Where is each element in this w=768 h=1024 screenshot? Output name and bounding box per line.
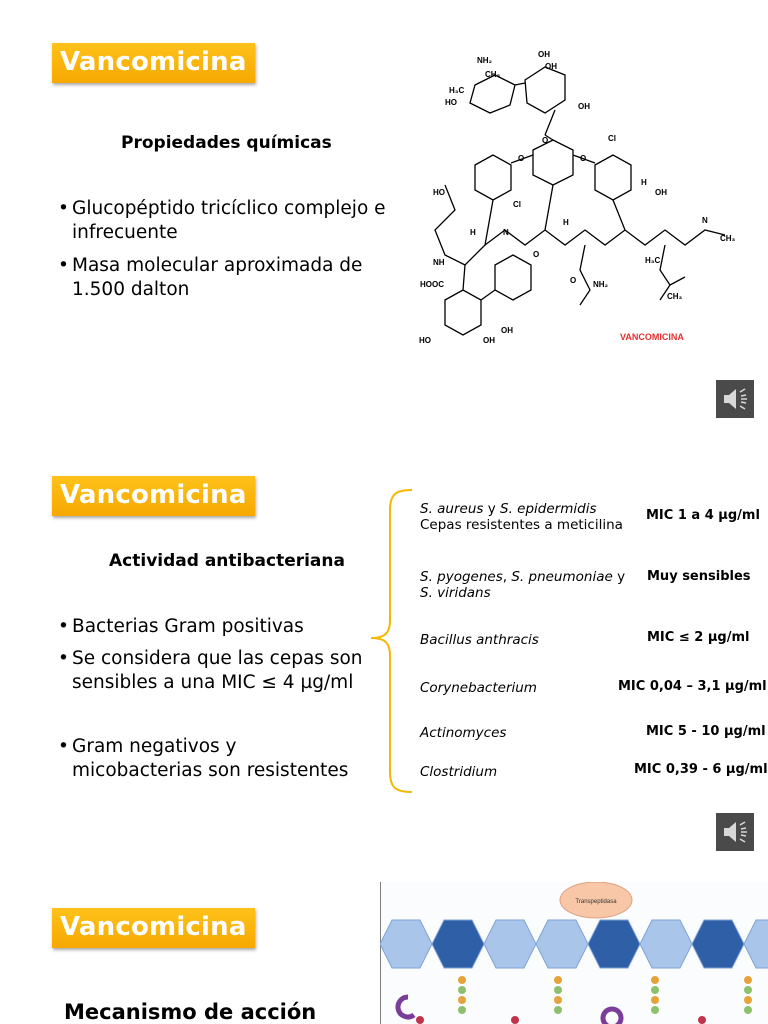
bullet-list bbox=[58, 197, 388, 302]
atom-label: HOOC bbox=[420, 280, 444, 289]
molecule-label: VANCOMICINA bbox=[620, 332, 684, 342]
slide-subtitle: Actividad antibacteriana bbox=[109, 551, 345, 571]
bullet-list bbox=[58, 735, 368, 783]
curly-brace bbox=[368, 488, 418, 794]
bullet-item: • Masa molecular aproximada de 1.500 dalton bbox=[58, 254, 388, 302]
atom-label: H₃C bbox=[645, 256, 661, 265]
organism-label: Corynebacterium bbox=[420, 680, 537, 696]
atom-label: N bbox=[702, 216, 708, 225]
mic-value: MIC ≤ 2 µg/ml bbox=[647, 630, 750, 645]
mic-value: MIC 5 - 10 µg/ml bbox=[646, 724, 766, 739]
bullet-item: • Gram negativos y micobacterias son resistentes bbox=[58, 735, 368, 783]
vancomycin-structure-diagram bbox=[405, 45, 755, 355]
bullet-item: • Bacterias Gram positivas bbox=[58, 615, 368, 639]
atom-label: HO bbox=[419, 336, 431, 345]
atom-label: OH bbox=[501, 326, 513, 335]
atom-label: NH bbox=[433, 258, 445, 267]
atom-label: NH₂ bbox=[477, 56, 493, 65]
atom-label: H bbox=[470, 228, 476, 237]
slide-actividad bbox=[0, 430, 768, 860]
atom-label: HO bbox=[433, 188, 445, 197]
atom-label: Cl bbox=[513, 200, 521, 209]
atom-label: NH₂ bbox=[593, 280, 609, 289]
atom-label: H₃C bbox=[449, 86, 465, 95]
slide-title: Vancomicina bbox=[52, 908, 255, 948]
atom-label: OH bbox=[578, 102, 590, 111]
organism-label: Bacillus anthracis bbox=[420, 632, 539, 648]
bullet-item: • Se considera que las cepas son sensibles a una MIC ≤ 4 µg/ml bbox=[58, 647, 368, 695]
slide-title: Vancomicina bbox=[52, 476, 255, 516]
atom-label: H bbox=[641, 178, 647, 187]
speaker-audio-icon[interactable] bbox=[716, 813, 754, 851]
atom-label: OH bbox=[538, 50, 550, 59]
atom-label: HO bbox=[445, 98, 457, 107]
mic-value: MIC 1 a 4 µg/ml bbox=[646, 508, 760, 523]
slide-subtitle: Mecanismo de acción bbox=[64, 1000, 317, 1024]
organism-label: Actinomyces bbox=[420, 725, 507, 741]
slide-subtitle: Propiedades químicas bbox=[121, 133, 332, 153]
atom-label: OH bbox=[655, 188, 667, 197]
atom-label: H bbox=[563, 218, 569, 227]
atom-label: CH₃ bbox=[485, 70, 501, 79]
mic-value: MIC 0,04 – 3,1 µg/ml bbox=[618, 679, 767, 694]
atom-label: OH bbox=[545, 62, 557, 71]
atom-label: O bbox=[533, 250, 540, 259]
enzyme-label: Transpeptidasa bbox=[575, 899, 617, 905]
atom-label: O bbox=[580, 154, 587, 163]
mic-value: MIC 0,39 - 6 µg/ml bbox=[634, 762, 768, 777]
slide-mecanismo bbox=[0, 860, 768, 1024]
speaker-audio-icon[interactable] bbox=[716, 380, 754, 418]
atom-label: OH bbox=[483, 336, 495, 345]
bullet-item: • Glucopéptido tricíclico complejo e infrecuente bbox=[58, 197, 388, 245]
atom-label: CH₃ bbox=[720, 234, 736, 243]
organism-label: S. aureus y S. epidermidis Cepas resistentes a meticilina bbox=[420, 501, 623, 533]
slide-propiedades bbox=[0, 0, 768, 430]
bullet-list bbox=[58, 615, 368, 695]
slide-title: Vancomicina bbox=[52, 43, 255, 83]
organism-label: Clostridium bbox=[420, 764, 498, 780]
atom-label: O bbox=[570, 276, 577, 285]
atom-label: O bbox=[518, 154, 525, 163]
organism-label: S. pyogenes, S. pneumoniae y S. viridans bbox=[420, 569, 626, 601]
atom-label: N bbox=[503, 228, 509, 237]
atom-label: O bbox=[542, 136, 549, 145]
mic-value: Muy sensibles bbox=[647, 569, 751, 584]
atom-label: CH₃ bbox=[667, 292, 683, 301]
cell-wall-diagram bbox=[380, 882, 768, 1024]
atom-label: Cl bbox=[608, 134, 616, 143]
